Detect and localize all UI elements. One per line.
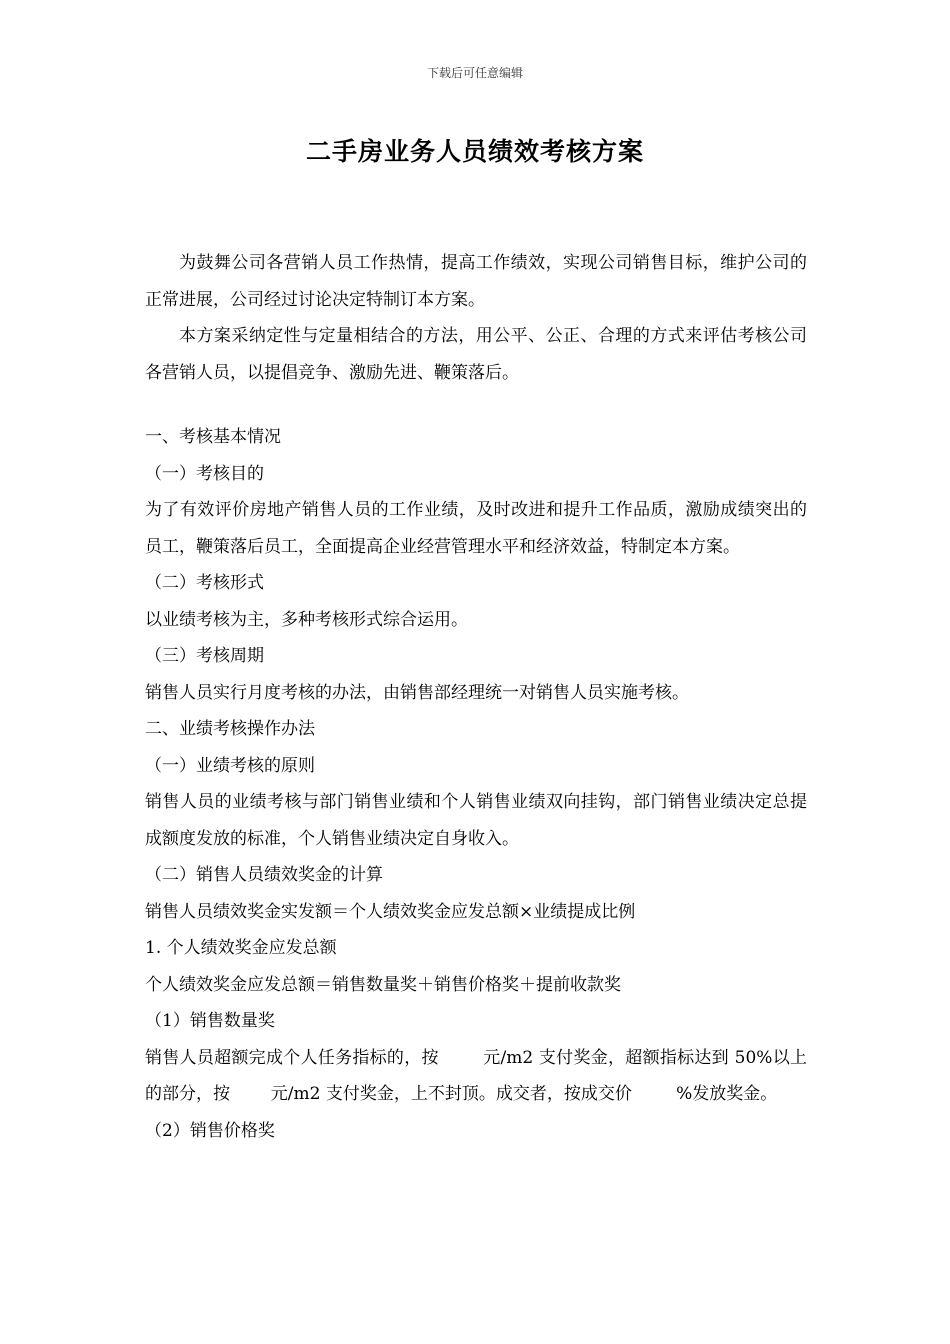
intro-paragraph-2: 本方案采纳定性与定量相结合的方法，用公平、公正、合理的方式来评估考核公司各营销人员，以提倡竞争、激励先进、鞭策落后。 xyxy=(145,326,807,383)
page-header: 下载后可任意编辑 xyxy=(426,66,523,80)
price-bonus-heading: （2）销售价格奖 xyxy=(145,1120,275,1141)
bonus-formula: 销售人员绩效奖金实发额＝个人绩效奖金应发总额×业绩提成比例 xyxy=(145,901,636,922)
quantity-text-part-d: %发放奖金。 xyxy=(676,1084,778,1104)
quantity-bonus-heading: （1）销售数量奖 xyxy=(145,1011,275,1031)
principle-text: 销售人员的业绩考核与部门销售业绩和个人销售业绩双向挂钩，部门销售业绩决定总提成额度发放的标准，个人销售业绩决定自身收入。 xyxy=(145,792,807,849)
form-text: 以业绩考核为主，多种考核形式综合运用。 xyxy=(145,609,468,630)
cycle-text: 销售人员实行月度考核的办法，由销售部经理统一对销售人员实施考核。 xyxy=(145,682,689,703)
document-body xyxy=(145,245,807,1149)
quantity-text-part-b: 元/m2 支付奖金，超额指标达到 50%以上的部分，按 xyxy=(145,1047,807,1104)
quantity-text-part-a: 销售人员超额完成个人任务指标的，按 xyxy=(145,1047,439,1068)
document-title: 二手房业务人员绩效考核方案 xyxy=(305,137,644,166)
section-2-heading: 二、业绩考核操作办法 xyxy=(145,719,315,739)
spacer xyxy=(145,391,807,419)
quantity-text-part-c: 元/m2 支付奖金，上不封顶。成交者，按成交价 xyxy=(270,1084,632,1104)
bonus-heading: （二）销售人员绩效奖金的计算 xyxy=(145,865,383,885)
quantity-bonus-text xyxy=(145,1040,807,1113)
purpose-heading: （一）考核目的 xyxy=(145,463,264,484)
intro-paragraph-1: 为鼓舞公司各营销人员工作热情，提高工作绩效，实现公司销售目标，维护公司的正常进展，公司经过讨论决定特制订本方案。 xyxy=(145,253,807,310)
section-1-heading: 一、考核基本情况 xyxy=(145,427,281,447)
item-1-heading: 1. 个人绩效奖金应发总额 xyxy=(145,938,337,958)
form-heading: （二）考核形式 xyxy=(145,573,264,593)
principle-heading: （一）业绩考核的原则 xyxy=(145,755,315,776)
purpose-text: 为了有效评价房地产销售人员的工作业绩，及时改进和提升工作品质，激励成绩突出的员工，鞭策落后员工，全面提高企业经营管理水平和经济效益，特制定本方案。 xyxy=(145,500,807,557)
item-1-formula: 个人绩效奖金应发总额＝销售数量奖＋销售价格奖＋提前收款奖 xyxy=(145,974,621,995)
cycle-heading: （三）考核周期 xyxy=(145,646,264,666)
